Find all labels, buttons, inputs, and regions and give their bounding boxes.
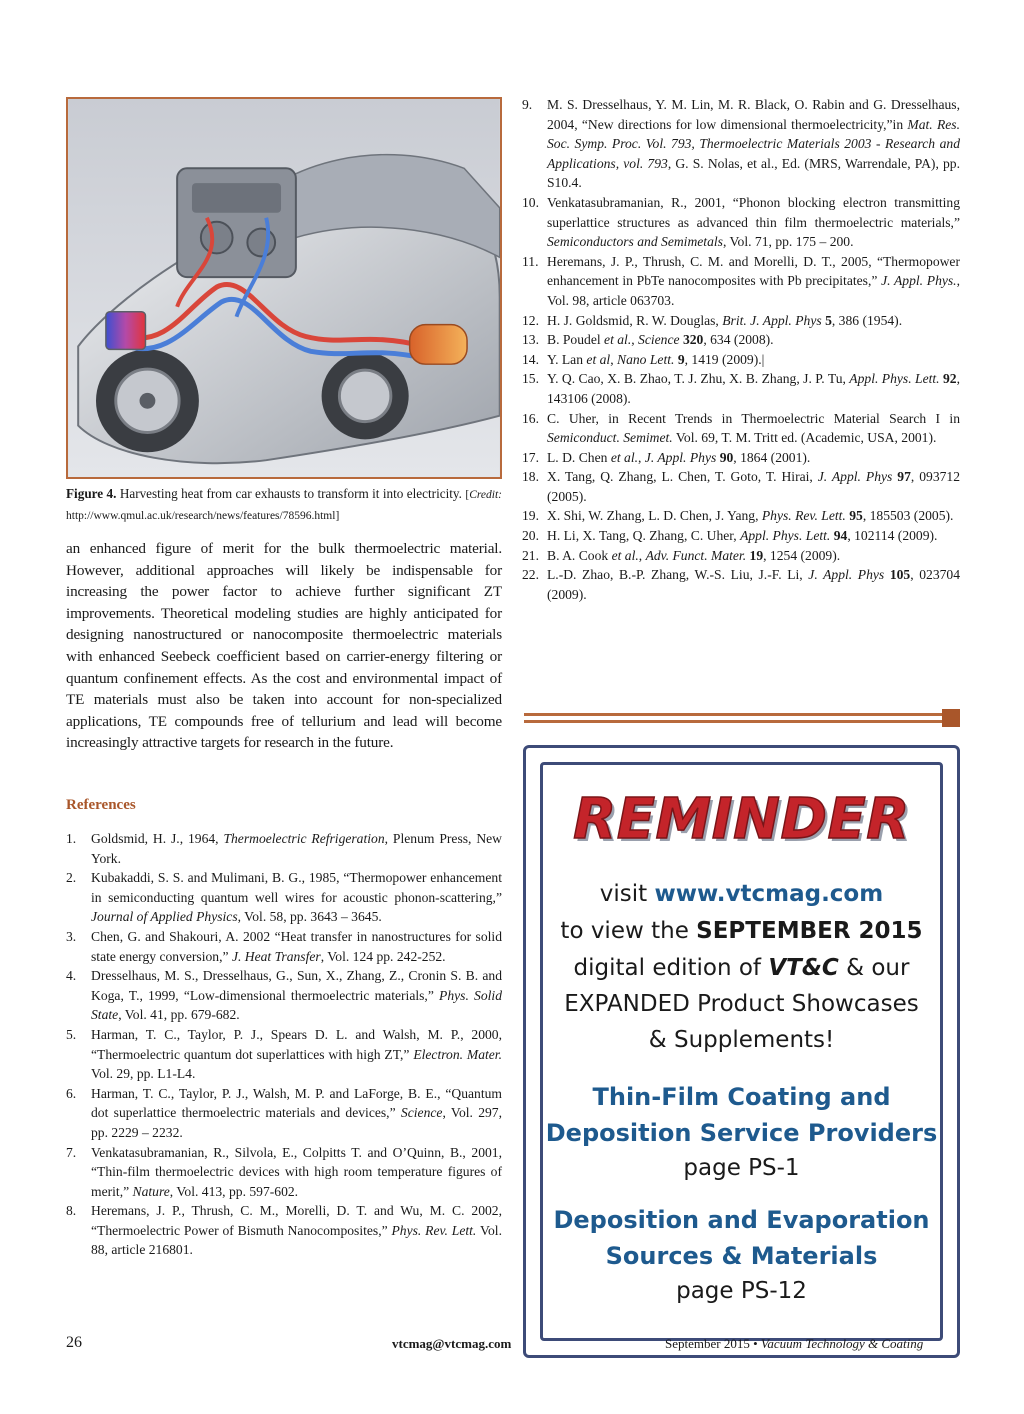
reference-text: J. Appl. Phys <box>817 469 893 485</box>
reference-text: Science <box>400 1105 443 1121</box>
reference-text: 92 <box>942 371 957 387</box>
reminder-visit-text: visit <box>599 881 655 907</box>
reference-text: , <box>638 449 645 465</box>
reference-number: 10. <box>522 194 539 210</box>
reference-text: , Vol. 98, article 063703. <box>547 273 960 308</box>
reference-number: 7. <box>66 1144 77 1160</box>
reminder-supplements-line: & Supplements! <box>648 1027 835 1053</box>
reference-item <box>522 409 960 448</box>
reference-text: Phys. Rev. Lett. <box>391 1222 477 1238</box>
reference-text: 95 <box>849 508 863 524</box>
reference-text: J. Appl. Phys <box>808 567 885 583</box>
reference-text: L. D. Chen <box>547 449 611 465</box>
section-divider <box>524 711 948 725</box>
reference-text: J. Heat Transfer <box>231 948 321 964</box>
reference-number: 20. <box>522 528 539 544</box>
reminder-advert <box>523 745 960 1358</box>
reminder-showcases-line: EXPANDED Product Showcases <box>564 991 919 1017</box>
reference-text: , Vol. 297, pp. 2229 – 2232. <box>91 1105 502 1140</box>
reference-text: 94 <box>833 528 848 544</box>
reference-text: , Vol. 413, pp. 597-602. <box>169 1183 299 1199</box>
reference-text: , 1254 (2009). <box>763 547 841 563</box>
reference-item <box>66 966 502 1025</box>
reference-number: 17. <box>522 449 539 465</box>
reference-text: Semiconductors and Semimetals <box>547 234 723 250</box>
reference-text: , Vol. 41, pp. 679-682. <box>118 1007 240 1023</box>
reference-text: , 386 (1954). <box>831 312 903 328</box>
reference-text: Heremans, J. P., Thrush, C. M., Morelli, D. T. and Wu, M. C. 2002, “Thermoelectric Power of Bismuth Nanocomposites,” <box>91 1203 502 1238</box>
page-number: 26 <box>66 1334 82 1351</box>
reference-number: 8. <box>66 1203 77 1219</box>
reference-item <box>522 193 960 252</box>
reference-item <box>522 506 960 526</box>
reference-text: Vol. 69, T. M. Tritt ed. (Academic, USA, 2001). <box>672 430 937 446</box>
reference-text: , Plenum Press, New York. <box>91 831 502 866</box>
reference-number: 22. <box>522 567 539 583</box>
reference-item <box>522 95 960 193</box>
figure-caption-label: Figure 4. <box>66 486 117 501</box>
reference-text: Brit. J. Appl. Phys <box>722 312 822 328</box>
reference-text: , 1864 (2001). <box>733 449 811 465</box>
reference-text: C. Uher, in Recent Trends in Thermoelectric Material Search I in <box>547 410 960 426</box>
reference-text: Heremans, J. P., Thrush, C. M. and Morelli, D. T., 2005, “Thermopower enhancement in PbTe nanocomposites with Pb precipitates,” <box>547 253 960 289</box>
reference-text: Mat. Res. Soc. Symp. Proc. Vol. 793, Thermoelectric Materials 2003 - Research and Applications, vol. 793 <box>547 116 960 171</box>
reference-text: Adv. Funct. Mater. <box>645 547 747 563</box>
reminder-inner-frame <box>540 762 943 1341</box>
reference-item <box>66 868 502 927</box>
figure-image-car-exhaust <box>66 97 502 479</box>
reference-item <box>66 1201 502 1260</box>
reference-text: , Vol. 71, pp. 175 – 200. <box>722 234 854 250</box>
reference-text: Science <box>638 332 680 348</box>
reference-text: , <box>638 547 646 563</box>
reference-text: Y. Lan <box>547 351 587 367</box>
reference-item <box>66 927 502 966</box>
reference-text: J. Appl. Phys <box>644 449 717 465</box>
reference-text: et al. <box>611 547 639 563</box>
section2-title-line2: Sources & Materials <box>605 1242 878 1270</box>
reference-text: Venkatasubramanian, R., 2001, “Phonon blocking electron transmitting superlattice structures as advanced thin film thermoelectric materials,” <box>547 194 960 230</box>
reference-text: 19 <box>749 547 764 563</box>
reference-text: , Vol. 124 pp. 242-252. <box>320 948 446 964</box>
references-heading: References <box>66 797 136 813</box>
section2-page: page PS-12 <box>676 1278 807 1304</box>
reference-text: Phys. Rev. Lett. <box>761 508 846 524</box>
reference-text: , <box>631 332 639 348</box>
reference-text: et al. <box>604 332 632 348</box>
reference-text: Appl. Phys. Lett. <box>849 371 940 387</box>
reference-number: 4. <box>66 968 77 984</box>
reference-text: Vol. 29, pp. L1-L4. <box>91 1066 196 1082</box>
reference-number: 5. <box>66 1026 77 1042</box>
reminder-title: REMINDER <box>573 787 910 852</box>
section2-title-line1: Deposition and Evaporation <box>553 1206 930 1234</box>
reference-number: 15. <box>522 371 539 387</box>
reference-number: 3. <box>66 928 77 944</box>
reference-number: 11. <box>522 253 539 269</box>
reference-number: 14. <box>522 351 539 367</box>
reference-item <box>522 546 960 566</box>
divider-square-marker <box>942 709 960 727</box>
reference-text: X. Shi, W. Zhang, L. D. Chen, J. Yang, <box>547 508 762 524</box>
reference-item <box>522 369 960 408</box>
reference-text: Nano Lett. <box>617 351 675 367</box>
footer-publication-name: Vacuum Technology & Coating <box>760 1336 924 1351</box>
reference-text: Kubakaddi, S. S. and Mulimani, B. G., 1985, “Thermopower enhancement in semiconducting quantum well wires for acoustic phonon-scattering,” <box>91 870 502 905</box>
reference-item <box>522 565 960 604</box>
reference-text: Nature <box>132 1183 170 1199</box>
footer-email[interactable]: vtcmag@vtcmag.com <box>392 1336 512 1351</box>
reminder-view-text: to view the <box>560 918 697 944</box>
reference-text: , 102114 (2009). <box>847 528 938 544</box>
reference-text: 97 <box>897 469 911 485</box>
section1-title-line1: Thin-Film Coating and <box>592 1083 891 1111</box>
reference-text: , Vol. 58, pp. 3643 – 3645. <box>237 909 382 925</box>
reminder-edition-suffix: & our <box>838 955 910 981</box>
reference-list-right <box>522 95 960 604</box>
reference-text: B. A. Cook <box>547 547 612 563</box>
reference-text: 90 <box>719 449 734 465</box>
reminder-publication-abbrev: VT&C <box>768 955 839 981</box>
reference-number: 9. <box>522 97 533 112</box>
reference-text: Chen, G. and Shakouri, A. 2002 “Heat transfer in nanostructures for solid state energy conversion,” <box>91 928 502 964</box>
reference-text: , G. S. Nolas, et al., Ed. (MRS, Warrendale, PA), pp. S10.4. <box>547 155 960 191</box>
reference-text: Goldsmid, H. J., 1964, <box>91 831 224 846</box>
reference-text: , 1419 (2009).| <box>684 351 765 367</box>
figure-caption: Figure 4. Harvesting heat from car exhausts to transform it into electricity. [Credit: http://www.qmul.ac.uk/research/news/features/78596.html] <box>66 486 502 522</box>
reference-text: Harman, T. C., Taylor, P. J., Walsh, M. P. and LaForge, B. E., “Quantum dot superlattice thermoelectric materials and devices,” <box>91 1085 502 1121</box>
reference-text: 105 <box>889 567 911 583</box>
reference-text: H. Li, X. Tang, Q. Zhang, C. Uher, <box>547 528 741 544</box>
reference-text: Vol. 88, article 216801. <box>91 1222 502 1258</box>
reference-text: Thermoelectric Refrigeration <box>223 831 385 846</box>
reference-number: 1. <box>66 831 77 846</box>
reference-text: Dresselhaus, M. S., Dresselhaus, G., Sun, X., Zhang, Z., Cronin S. B. and Koga, T., 1999, “Low-dimensional thermoelectric materials,” <box>91 968 502 1003</box>
reminder-website-link[interactable]: www.vtcmag.com <box>654 881 884 907</box>
reference-text: Semiconduct. Semimet. <box>547 430 673 446</box>
reference-number: 13. <box>522 332 539 348</box>
reminder-issue-month: SEPTEMBER 2015 <box>696 918 923 944</box>
reference-item <box>522 448 960 468</box>
section1-page: page PS-1 <box>683 1155 800 1181</box>
reference-item <box>522 252 960 311</box>
reference-text: X. Tang, Q. Zhang, L. Chen, T. Goto, T. Hirai, <box>547 469 818 485</box>
footer-issue-date: September 2015 • <box>665 1336 761 1351</box>
reference-item <box>66 1025 502 1084</box>
reminder-visit-line <box>543 881 940 907</box>
reference-item <box>522 330 960 350</box>
reference-text: et al. <box>610 449 638 465</box>
reminder-issue-line <box>543 918 940 944</box>
reference-text: Harman, T. C., Taylor, P. J., Spears D. L. and Walsh, M. P., 2000, “Thermoelectric quantum dot superlattices with high ZT,” <box>91 1026 502 1062</box>
reference-text: M. S. Dresselhaus, Y. M. Lin, M. R. Black, O. Rabin and G. Dresselhaus, 2004, “New directions for low dimensional thermoelectricity,”in <box>547 97 960 132</box>
car-cutaway-illustration <box>68 99 500 477</box>
reference-number: 6. <box>66 1085 77 1101</box>
reference-text: Phys. Solid State <box>91 987 502 1023</box>
reference-item <box>66 1084 502 1143</box>
reference-text: Appl. Phys. Lett. <box>740 528 831 544</box>
reference-item <box>66 829 502 868</box>
reference-text: Venkatasubramanian, R., Silvola, E., Colpitts T. and O’Quinn, B., 2001, “Thin-film thermoelectric devices with high room temperature figures of merit,” <box>91 1144 502 1199</box>
reference-text: 9 <box>677 351 685 367</box>
reference-text: 320 <box>682 332 704 348</box>
reference-text: Y. Q. Cao, X. B. Zhao, T. J. Zhu, X. B. Zhang, J. P. Tu, <box>547 371 850 387</box>
reference-text: Journal of Applied Physics <box>91 909 238 925</box>
reminder-edition-line <box>543 955 940 981</box>
reference-text: , 143106 (2008). <box>547 371 960 406</box>
reference-text: , 023704 (2009). <box>547 567 961 602</box>
reminder-edition-text: digital edition of <box>573 955 769 981</box>
reference-text: , 634 (2008). <box>703 332 774 348</box>
reference-number: 21. <box>522 547 539 563</box>
reference-text: , 093712 (2005). <box>547 469 960 504</box>
body-paragraph: an enhanced figure of merit for the bulk thermoelectric material. However, additional approaches will likely be indispensable for increasing the power factor to achieve further significant ZT improvements. Theoretical modeling studies are highly anticipated for designing nanostructured or nanocomposite thermoelectric materials with enhanced Seebeck coefficient based on carrier-energy filtering or quantum confinement effects. As the cost and environmental impact of TE materials must also be taken into account for non-specialized applications, TE compounds free of tellurium and lead will become increasingly attractive targets for research in the future. <box>66 540 502 752</box>
reference-item <box>66 1143 502 1202</box>
reference-text: J. Appl. Phys. <box>881 273 957 289</box>
reference-text: Electron. Mater. <box>413 1046 502 1062</box>
reference-text: , 185503 (2005). <box>862 508 954 524</box>
reference-text: L.-D. Zhao, B.-P. Zhang, W.-S. Liu, J.-F. Li, <box>547 567 809 583</box>
reference-number: 12. <box>522 312 539 328</box>
reference-list-left <box>66 829 502 1260</box>
reference-number: 2. <box>66 870 77 886</box>
reference-item <box>522 350 960 370</box>
figure-credit-label: Credit: <box>469 489 502 501</box>
reference-item <box>522 467 960 506</box>
reference-text: 5 <box>825 312 832 328</box>
reference-text: , <box>610 351 617 367</box>
reference-item <box>522 526 960 546</box>
figure-credit-url: http://www.qmul.ac.uk/research/news/features/78596.html <box>66 510 336 522</box>
reference-number: 18. <box>522 469 539 485</box>
reference-text: et al <box>586 351 611 367</box>
section1-title-line2: Deposition Service Providers <box>545 1119 938 1147</box>
reference-number: 16. <box>522 410 539 426</box>
reference-item <box>522 311 960 331</box>
reference-number: 19. <box>522 508 539 524</box>
footer-issue-info <box>665 1336 923 1352</box>
reference-text: B. Poudel <box>547 332 605 348</box>
figure-caption-text: Harvesting heat from car exhausts to transform it into electricity. <box>116 486 466 501</box>
reference-text: H. J. Goldsmid, R. W. Douglas, <box>547 312 723 328</box>
